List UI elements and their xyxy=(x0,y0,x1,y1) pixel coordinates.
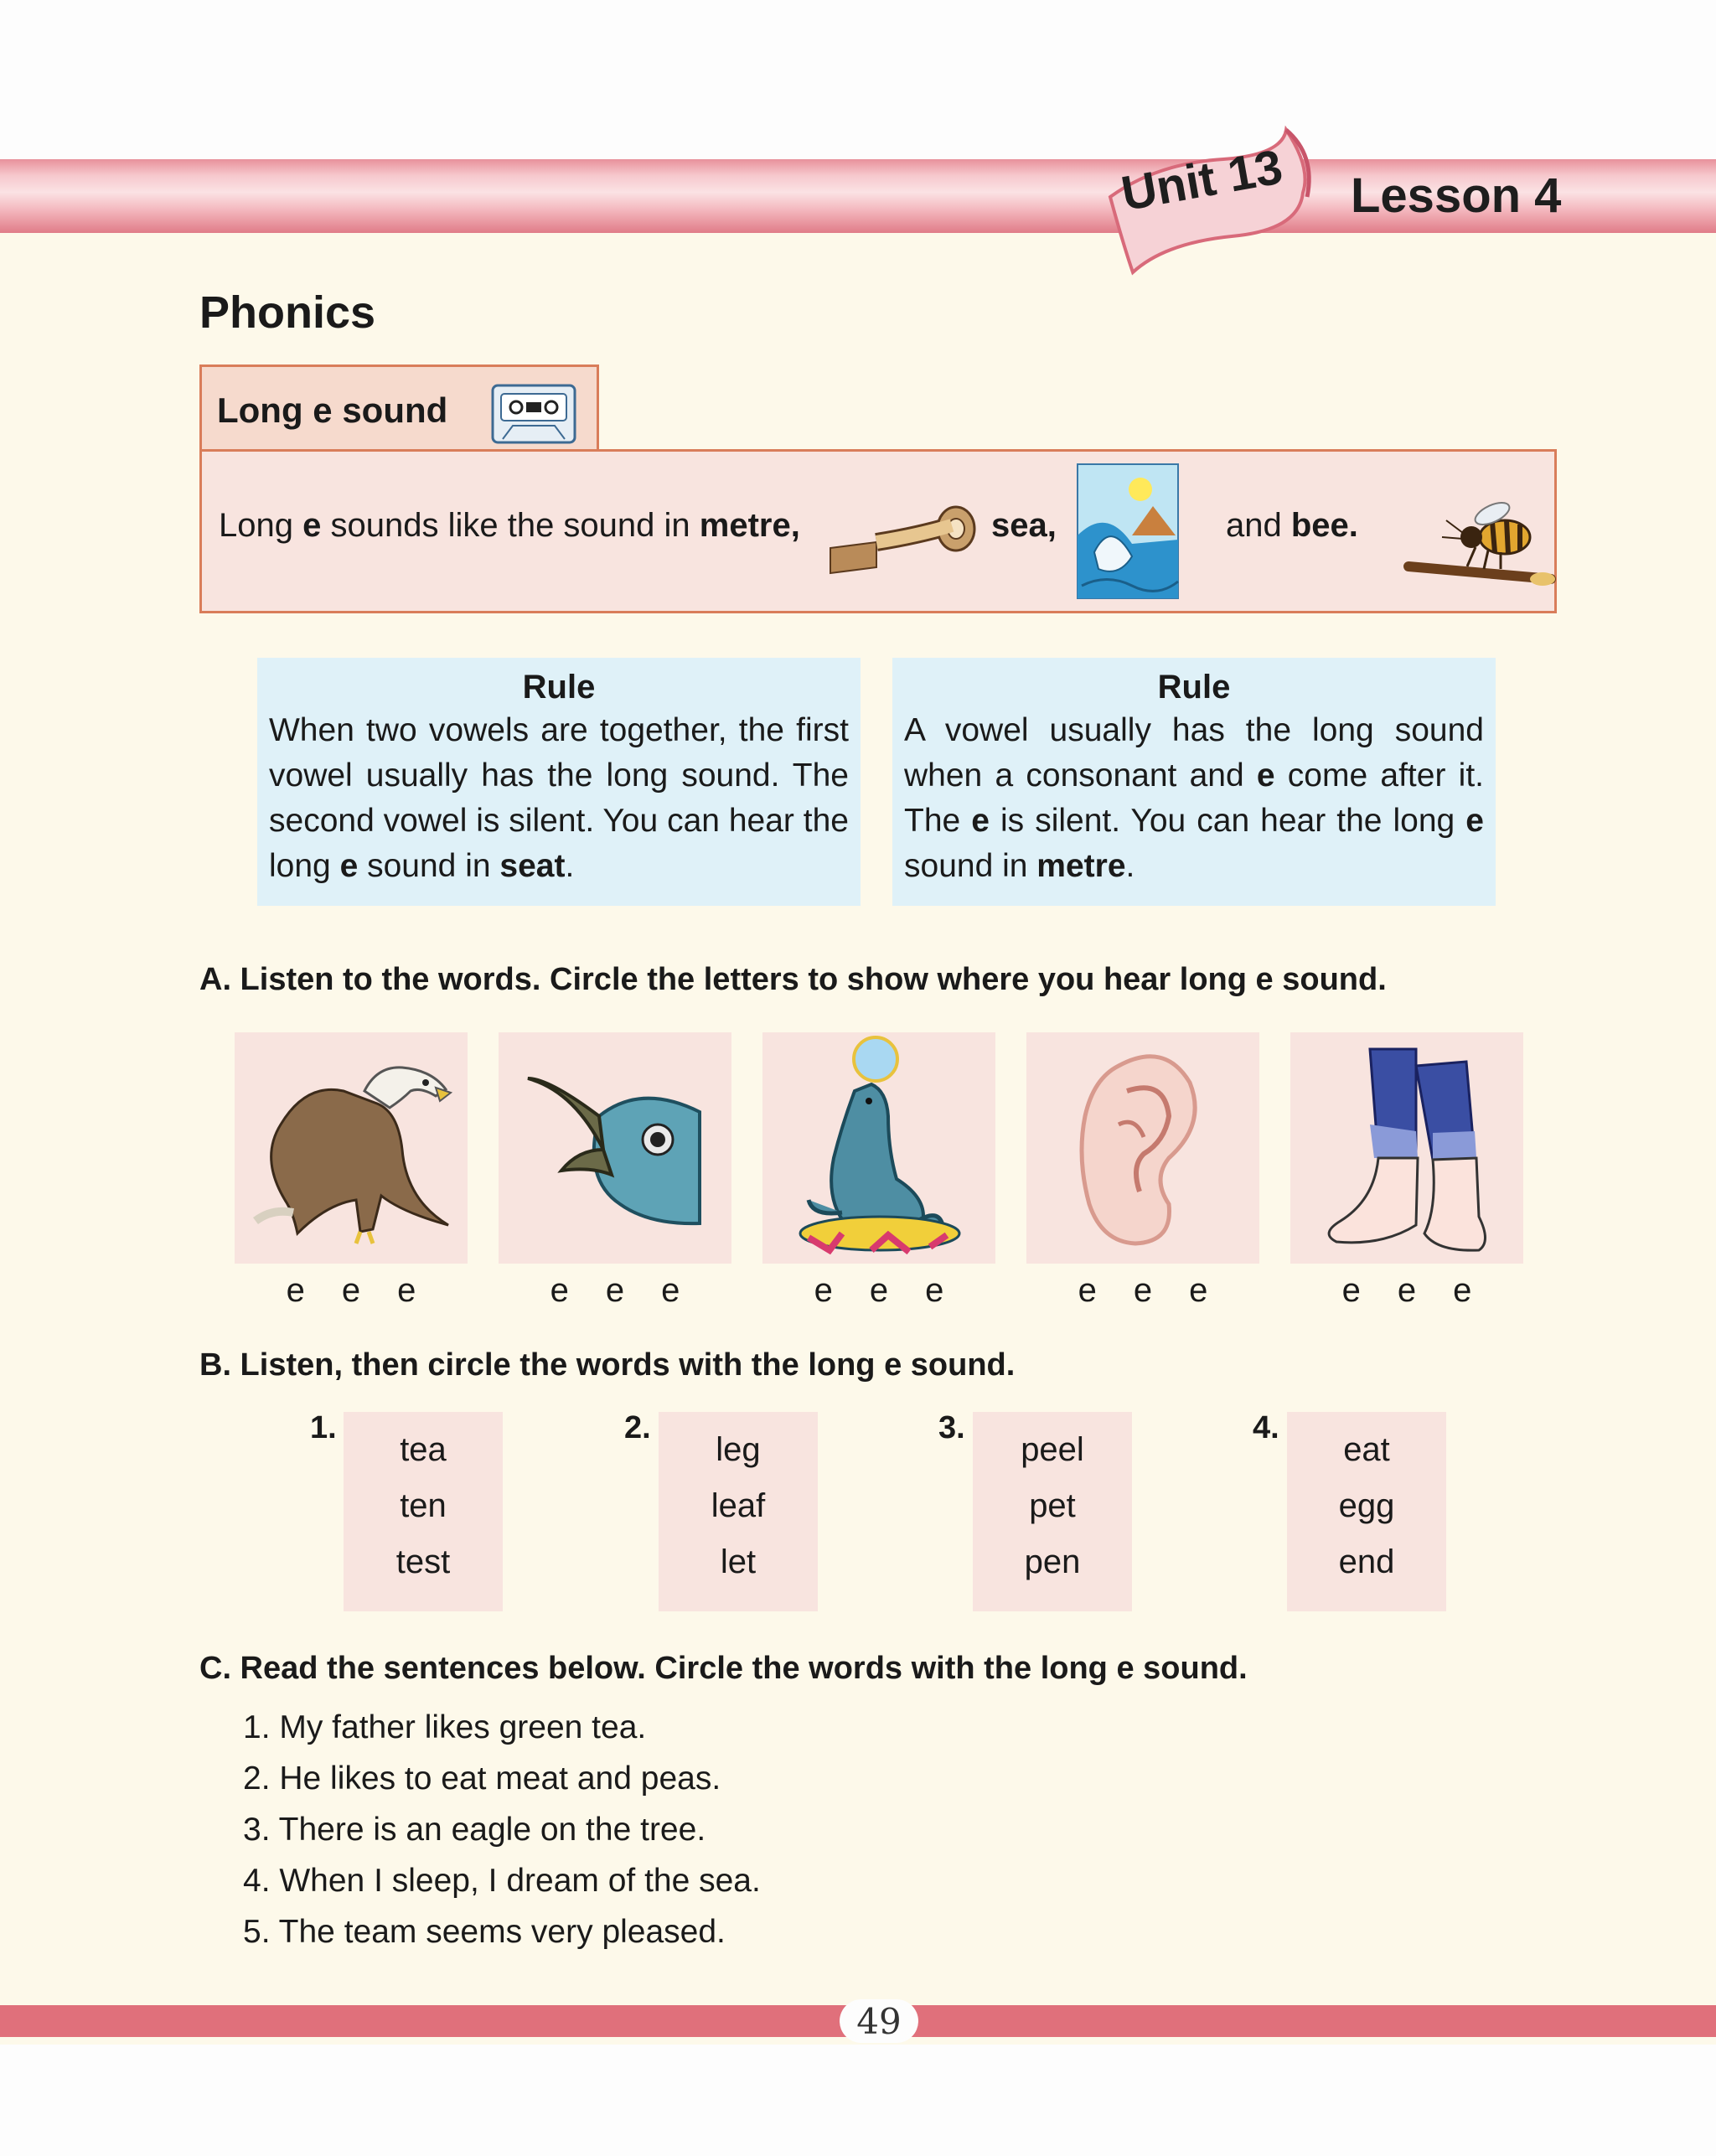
letter-option[interactable]: e xyxy=(1453,1272,1472,1309)
letter-option[interactable]: e xyxy=(814,1272,833,1309)
word-option[interactable]: let xyxy=(720,1543,757,1580)
bee-picture xyxy=(1396,495,1564,587)
seal-picture xyxy=(762,1032,995,1264)
letter-row xyxy=(1026,1272,1259,1310)
word-sea: sea, xyxy=(991,507,1057,544)
sound-tab xyxy=(199,365,599,450)
intro-box xyxy=(199,449,1557,613)
exercise-c-instruction: C. Read the sentences below. Circle the words with the long e sound. xyxy=(199,1651,1248,1686)
letter-option[interactable]: e xyxy=(869,1272,889,1309)
intro-and-bee: and bee. xyxy=(1226,507,1358,544)
group-number: 1. xyxy=(310,1410,337,1445)
word-option[interactable]: test xyxy=(395,1543,451,1580)
word-option[interactable]: leaf xyxy=(711,1487,766,1524)
cassette-tape-icon[interactable] xyxy=(491,384,576,444)
rule-text: A vowel usually has the long sound when a consonant and e come after it. The e is silent. You can hear the long e sound in metre. xyxy=(904,712,1484,884)
sentence[interactable]: 4. When I sleep, I dream of the sea. xyxy=(243,1863,761,1899)
sentence[interactable]: 3. There is an eagle on the tree. xyxy=(243,1812,706,1848)
sentence[interactable]: 1. My father likes green tea. xyxy=(243,1709,647,1745)
word-option[interactable]: ten xyxy=(400,1487,447,1524)
sea-picture xyxy=(1073,460,1182,602)
word-option[interactable]: peel xyxy=(1021,1431,1084,1468)
page-number: 49 xyxy=(856,2001,902,2042)
group-number: 2. xyxy=(624,1410,651,1445)
picture-eagle xyxy=(235,1032,468,1264)
rule-title: Rule xyxy=(1157,669,1231,706)
letter-row xyxy=(499,1272,731,1310)
letter-row xyxy=(1290,1272,1523,1310)
exercise-b-instruction: B. Listen, then circle the words with the long e sound. xyxy=(199,1347,1016,1383)
unit-label: Unit 13 xyxy=(1117,139,1287,222)
exercise-a-instruction: A. Listen to the words. Circle the letters to show where you hear long e sound. xyxy=(199,962,1387,997)
word-group-4 xyxy=(1287,1412,1446,1611)
word-option[interactable]: egg xyxy=(1338,1487,1395,1524)
feet-picture xyxy=(1290,1032,1523,1264)
picture-ear xyxy=(1026,1032,1259,1264)
rule-text: When two vowels are together, the first vowel usually has the long sound. The second vowel is silent. You can hear the long e sound in seat. xyxy=(269,712,849,884)
letter-option[interactable]: e xyxy=(605,1272,625,1309)
word-option[interactable]: end xyxy=(1338,1543,1395,1580)
rule-title: Rule xyxy=(522,669,596,706)
letter-option[interactable]: e xyxy=(397,1272,416,1309)
picture-feet xyxy=(1290,1032,1523,1264)
rule-box-2 xyxy=(892,658,1496,906)
word-option[interactable]: leg xyxy=(716,1431,761,1468)
group-number: 4. xyxy=(1253,1410,1279,1445)
picture-beak xyxy=(499,1032,731,1264)
word-option[interactable]: pet xyxy=(1029,1487,1076,1524)
letter-option[interactable]: e xyxy=(286,1272,305,1309)
intro-sentence: Long e sounds like the sound in metre, xyxy=(219,507,800,544)
ear-picture xyxy=(1026,1032,1259,1264)
lesson-label: Lesson 4 xyxy=(1351,168,1562,223)
word-option[interactable]: pen xyxy=(1024,1543,1081,1580)
letter-option[interactable]: e xyxy=(341,1272,361,1309)
word-group-1 xyxy=(344,1412,503,1611)
letter-option[interactable]: e xyxy=(1341,1272,1361,1309)
picture-seal xyxy=(762,1032,995,1264)
bird-beak-picture xyxy=(499,1032,731,1264)
letter-option[interactable]: e xyxy=(925,1272,944,1309)
sentence[interactable]: 5. The team seems very pleased. xyxy=(243,1914,726,1950)
letter-option[interactable]: e xyxy=(1078,1272,1097,1309)
letter-option[interactable]: e xyxy=(661,1272,680,1309)
letter-option[interactable]: e xyxy=(1189,1272,1208,1309)
letter-row xyxy=(762,1272,995,1310)
rule-box-1 xyxy=(257,658,861,906)
word-option[interactable]: tea xyxy=(400,1431,447,1468)
letter-option[interactable]: e xyxy=(1397,1272,1417,1309)
eagle-picture xyxy=(235,1032,468,1264)
group-number: 3. xyxy=(938,1410,965,1445)
tape-measure-picture xyxy=(826,502,977,577)
letter-row xyxy=(235,1272,468,1310)
letter-option[interactable]: e xyxy=(1133,1272,1153,1309)
letter-option[interactable]: e xyxy=(550,1272,569,1309)
word-group-2 xyxy=(659,1412,818,1611)
sound-tab-label: Long e sound xyxy=(217,390,448,430)
word-option[interactable]: eat xyxy=(1343,1431,1390,1468)
sentence[interactable]: 2. He likes to eat meat and peas. xyxy=(243,1760,721,1797)
word-group-3 xyxy=(973,1412,1132,1611)
section-title: Phonics xyxy=(199,287,376,338)
